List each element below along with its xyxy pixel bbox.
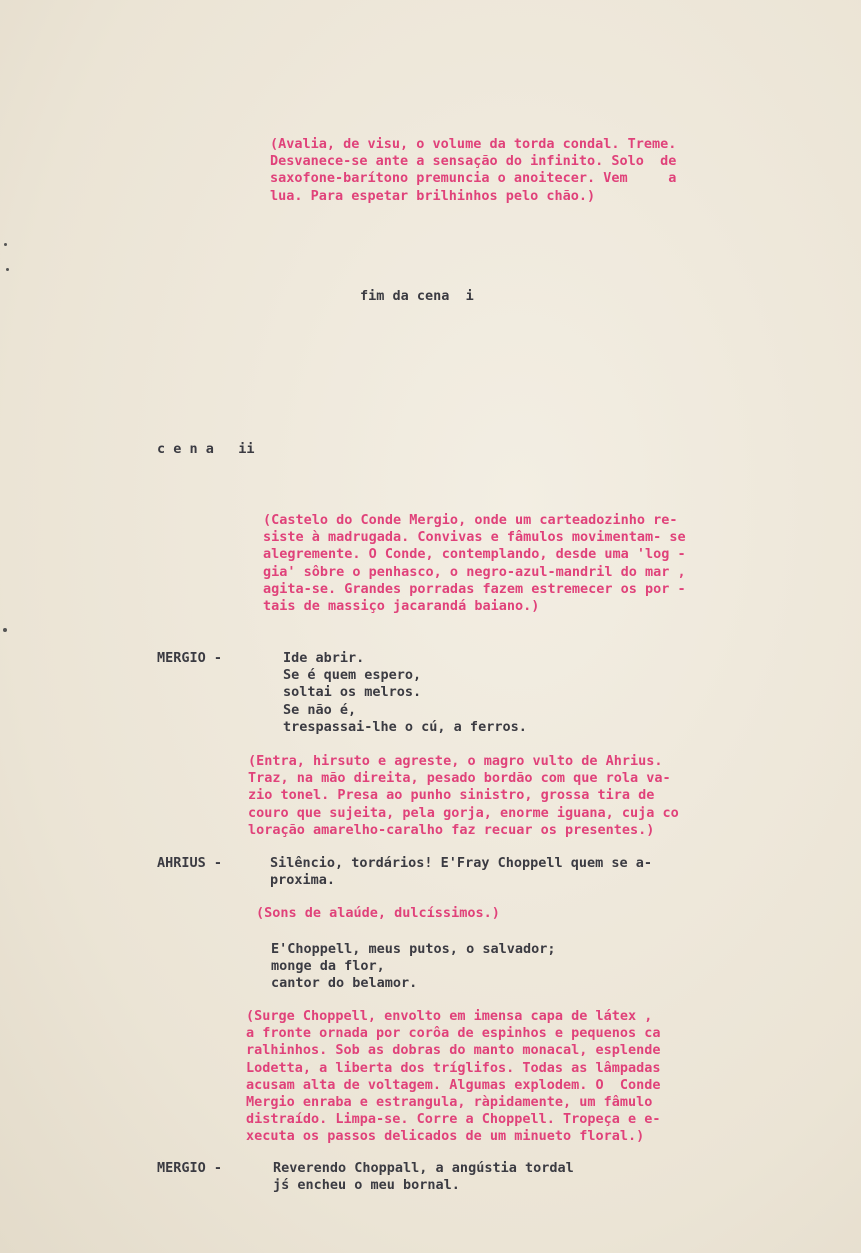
speech-line: monge da flor,: [271, 958, 385, 975]
speech-line: jś encheu o meu bornal.: [273, 1177, 460, 1194]
stage-line: (Sons de alaúde, dulcíssimos.): [256, 905, 500, 921]
speech-mergio-1: [283, 650, 527, 736]
stage-line: (Entra, hirsuto e agreste, o magro vulto de Ahrius.: [248, 753, 663, 769]
speech-line: cantor do belamor.: [271, 975, 418, 992]
stage-line: Traz, na mão direita, pesado bordão com que rola va-: [248, 770, 671, 787]
stage-line: ralhinhos. Sob as dobras do manto monacal, esplende: [246, 1042, 661, 1059]
stage-line: agita-se. Grandes porradas fazem estremecer os por -: [263, 580, 686, 597]
speech-line: E'Choppell, meus putos, o salvador;: [271, 941, 556, 957]
stage-direction-4: [256, 905, 500, 922]
stage-line: distraído. Limpa-se. Corre a Choppell. Tropeça e e-: [246, 1111, 661, 1128]
stage-line: siste à madrugada. Convivas e fâmulos movimentam- se: [263, 529, 686, 546]
speech-mergio-2: [273, 1160, 574, 1194]
stage-line: zio tonel. Presa ao punho sinistro, grossa tira de: [248, 787, 655, 804]
margin-speck: [4, 243, 7, 246]
margin-speck: [3, 628, 7, 632]
speech-line: soltai os melros.: [283, 684, 422, 701]
stage-line: (Castelo do Conde Mergio, onde um carteadozinho re-: [263, 512, 678, 528]
stage-line: (Surge Choppell, envolto em imensa capa de látex ,: [246, 1008, 653, 1024]
speaker-mergio: MERGIO -: [157, 650, 223, 666]
stage-direction-3: [248, 753, 679, 839]
stage-line: alegremente. O Conde, contemplando, desde uma 'log -: [263, 546, 686, 563]
stage-line: acusam alta de voltagem. Algumas explodem. O Conde: [246, 1076, 661, 1093]
stage-line: saxofone-barítono premuncia o anoitecer. Vem a: [270, 170, 677, 187]
stage-direction-5: [246, 1008, 661, 1146]
speech-line: trespassai-lhe o cú, a ferros.: [283, 718, 527, 735]
stage-line: gia' sôbre o penhasco, o negro-azul-mandril do mar ,: [263, 563, 686, 580]
stage-direction-1: [270, 136, 676, 205]
stage-line: lua. Para espetar brilhinhos pelo chão.): [270, 187, 596, 204]
stage-line: a fronte ornada por corôa de espinhos e pequenos ca: [246, 1025, 661, 1042]
stage-line: Lodetta, a liberta dos tríglifos. Todas as lâmpadas: [246, 1059, 661, 1076]
speech-line: proxima.: [270, 872, 336, 889]
stage-line: (Avalia, de visu, o volume da torda condal. Treme.: [270, 136, 677, 152]
stage-line: xecuta os passos delicados de um minueto floral.): [246, 1128, 645, 1145]
speech-line: Silêncio, tordários! E'Fray Choppell quem se a-: [270, 855, 653, 871]
scene-end: fim da cena i: [360, 288, 474, 304]
stage-line: Desvanece-se ante a sensação do infinito. Solo de: [270, 153, 677, 170]
margin-speck: [6, 268, 9, 271]
stage-line: couro que sujeita, pela gorja, enorme iguana, cuja co: [248, 804, 679, 821]
speaker-mergio: MERGIO -: [157, 1160, 223, 1176]
speech-line: Ide abrir.: [283, 650, 365, 666]
speaker-ahrius: AHRIUS -: [157, 855, 223, 871]
scene-title: c e n a ii: [157, 441, 255, 457]
speech-ahrius-2: [271, 941, 555, 993]
speech-line: Se não é,: [283, 701, 357, 718]
stage-direction-2: [263, 512, 686, 615]
stage-line: loração amarelho-caralho faz recuar os presentes.): [248, 821, 655, 838]
speech-line: Se é quem espero,: [283, 667, 422, 684]
stage-line: tais de massiço jacarandá baiano.): [263, 598, 540, 615]
speech-line: Reverendo Choppall, a angústia tordal: [273, 1160, 574, 1176]
stage-line: Mergio enraba e estrangula, ràpidamente, um fâmulo: [246, 1094, 653, 1111]
speech-ahrius-1: [270, 855, 652, 889]
